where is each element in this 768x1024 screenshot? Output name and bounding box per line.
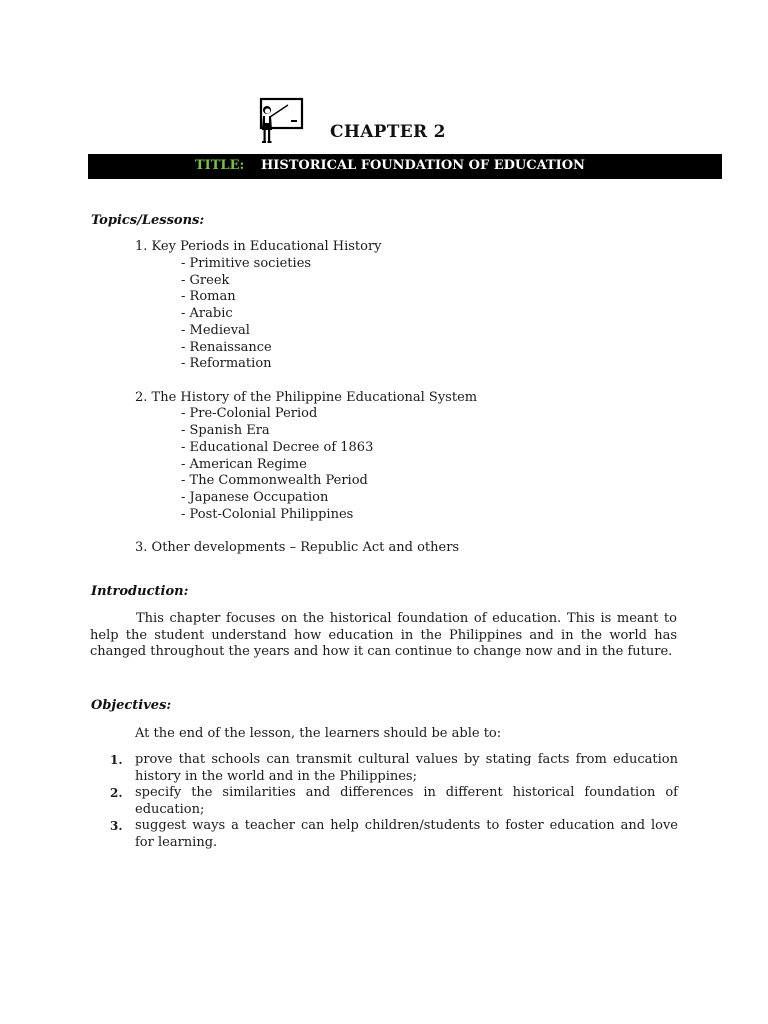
topic-title: 2. The History of the Philippine Educational System xyxy=(135,389,478,405)
topic-subitem: - Pre-Colonial Period xyxy=(181,406,318,422)
objective-item xyxy=(110,752,678,785)
topic-subitem: - Reformation xyxy=(181,356,272,372)
topic-subitem: - Japanese Occupation xyxy=(181,490,329,505)
objective-item xyxy=(110,818,678,851)
objective-number: 1. xyxy=(110,753,123,767)
topic-subitem: - Post-Colonial Philippines xyxy=(181,506,354,522)
topic-subitem: - Educational Decree of 1863 xyxy=(181,439,374,455)
objective-number: 3. xyxy=(110,819,123,833)
topic-subitem: - Arabic xyxy=(181,306,233,321)
topic-title: 1. Key Periods in Educational History xyxy=(135,239,382,254)
topic-title: 3. Other developments – Republic Act and others xyxy=(135,540,460,555)
topic-group xyxy=(135,239,477,373)
topic-subitem: - Medieval xyxy=(181,322,250,338)
objective-text: suggest ways a teacher can help children/students to foster education and love for learning. xyxy=(135,818,678,850)
topic-subitem: - American Regime xyxy=(181,456,307,472)
chapter-title: HISTORICAL FOUNDATION OF EDUCATION xyxy=(261,158,585,173)
topic-subitem: - Greek xyxy=(181,272,230,288)
title-bar xyxy=(88,154,722,179)
teacher-at-board-icon xyxy=(255,97,305,147)
topic-group xyxy=(135,540,477,557)
title-label: TITLE: xyxy=(195,158,245,173)
objective-item xyxy=(110,785,678,818)
objective-text: prove that schools can transmit cultural values by stating facts from education history in the world and in the Philippines; xyxy=(135,752,678,784)
topic-subitem: - Renaissance xyxy=(181,339,272,355)
objectives-heading: Objectives: xyxy=(91,698,172,713)
introduction-paragraph: This chapter focuses on the historical foundation of education. This is meant to help the student understand how education in the Philippines and in the world has changed throughout the years and how it can continue to change now and in the future. xyxy=(90,611,677,659)
introduction-heading: Introduction: xyxy=(91,584,189,599)
topics-heading: Topics/Lessons: xyxy=(91,213,205,228)
topic-subitem: - Primitive societies xyxy=(181,255,312,271)
chapter-heading: CHAPTER 2 xyxy=(330,122,446,142)
topic-subitem: - Roman xyxy=(181,289,236,305)
objectives-list xyxy=(110,752,678,851)
topic-group xyxy=(135,390,477,524)
topic-subitem: - Spanish Era xyxy=(181,423,270,438)
objective-number: 2. xyxy=(110,786,123,800)
topic-subitem: - The Commonwealth Period xyxy=(181,473,368,489)
topics-list xyxy=(135,239,477,557)
objectives-intro: At the end of the lesson, the learners should be able to: xyxy=(135,726,502,741)
objective-text: specify the similarities and differences in different historical foundation of education; xyxy=(135,785,678,817)
